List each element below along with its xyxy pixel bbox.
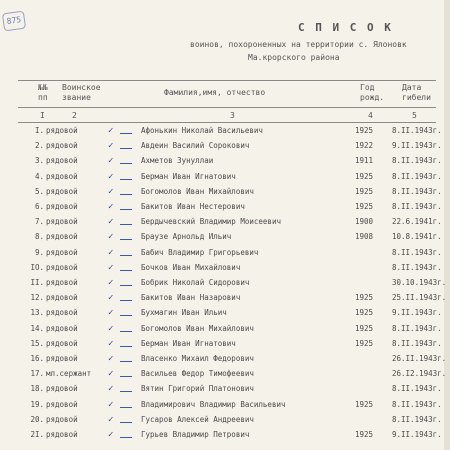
- row-number: IO.: [30, 262, 44, 272]
- archive-stamp: 875: [2, 11, 26, 32]
- check-mark-icon: ✓: [108, 186, 114, 197]
- row-death-date: 30.10.1943г.: [392, 278, 447, 287]
- table-row: [0, 202, 450, 216]
- row-rank: рядовой: [46, 186, 78, 196]
- table-row: [0, 141, 450, 155]
- table-row: [0, 278, 450, 292]
- pen-dash-mark: [120, 331, 132, 332]
- document-subtitle-2: Ма.крорского района: [248, 53, 340, 62]
- row-number: 19.: [30, 399, 44, 409]
- row-number: II.: [30, 278, 44, 287]
- pen-dash-mark: [120, 224, 132, 225]
- table-row: [0, 308, 450, 322]
- table-row: [0, 384, 450, 398]
- row-name: Бочков Иван Михайлович: [141, 262, 241, 272]
- check-mark-icon: ✓: [108, 126, 114, 136]
- header-mid-rule: [18, 107, 436, 108]
- check-mark-icon: ✓: [108, 414, 114, 425]
- row-name: Богомолов Иван Михайлович: [141, 323, 254, 333]
- table-row: [0, 324, 450, 338]
- row-birth-year: 1925: [355, 308, 374, 318]
- row-name: Богомолов Иван Михайлович: [141, 186, 254, 196]
- row-name: Авдеин Василий Сорокович: [141, 141, 250, 151]
- row-birth-year: 1911: [355, 156, 374, 166]
- pen-dash-mark: [120, 285, 132, 286]
- pen-dash-mark: [120, 361, 132, 362]
- pen-dash-mark: [120, 407, 132, 408]
- row-number: 8.: [34, 232, 44, 242]
- pen-dash-mark: [120, 300, 132, 301]
- table-row: [0, 156, 450, 170]
- row-rank: рядовой: [46, 156, 78, 166]
- row-death-date: 8.II.1943г.: [392, 171, 442, 181]
- pen-dash-mark: [120, 194, 132, 195]
- table-row: [0, 263, 450, 277]
- row-name: Афонькин Николай Васильевич: [141, 126, 263, 135]
- row-death-date: 26.I2.1943г.: [392, 369, 447, 379]
- document-subtitle: воинов, похороненных на территории с. Ялоновк: [190, 40, 407, 49]
- check-mark-icon: ✓: [108, 278, 114, 288]
- row-death-date: 8.II.1943г.: [392, 338, 442, 348]
- row-name: Бакитов Иван Назарович: [141, 293, 241, 303]
- row-name: Владимирович Владимир Васильевич: [141, 399, 286, 409]
- pen-dash-mark: [120, 270, 132, 271]
- colnum-5: 5: [412, 111, 417, 120]
- row-death-date: 8.II.1943г.: [392, 384, 442, 394]
- row-name: Гурьев Владимир Петрович: [141, 430, 250, 439]
- check-mark-icon: ✓: [108, 399, 114, 410]
- header-col-name: Фамилия,имя, отчество: [164, 88, 266, 97]
- row-death-date: 9.II.1943г.: [392, 430, 442, 439]
- row-number: 20.: [30, 414, 44, 424]
- row-number: 5.: [34, 186, 44, 196]
- colnum-1: I: [40, 111, 45, 120]
- row-name: Бобрик Николай Сидорович: [141, 278, 250, 287]
- check-mark-icon: ✓: [108, 141, 114, 152]
- row-rank: рядовой: [46, 141, 78, 151]
- row-rank: рядовой: [46, 308, 78, 318]
- row-rank: рядовой: [46, 262, 78, 272]
- row-number: 7.: [34, 217, 44, 227]
- table-row: [0, 430, 450, 444]
- row-death-date: 8.II.1943г.: [392, 186, 442, 196]
- row-name: Бухмагин Иван Ильич: [141, 308, 227, 318]
- row-rank: рядовой: [46, 414, 78, 424]
- check-mark-icon: ✓: [108, 354, 114, 364]
- row-rank: рядовой: [46, 384, 78, 394]
- row-death-date: 26.II.1943г.: [392, 354, 447, 363]
- row-number: 6.: [34, 202, 44, 211]
- row-birth-year: 1925: [355, 323, 374, 333]
- row-death-date: 25.II.1943г.: [392, 293, 447, 303]
- check-mark-icon: ✓: [108, 217, 114, 228]
- table-row: [0, 400, 450, 414]
- check-mark-icon: ✓: [108, 369, 114, 380]
- row-number: 12.: [30, 293, 44, 303]
- row-rank: рядовой: [46, 171, 78, 181]
- pen-dash-mark: [120, 179, 132, 180]
- row-rank: рядовой: [46, 354, 78, 363]
- check-mark-icon: ✓: [108, 430, 114, 440]
- table-row: [0, 293, 450, 307]
- row-number: 3.: [34, 156, 44, 166]
- row-name: Бабич Владимир Григорьевич: [141, 247, 259, 257]
- table-row: [0, 217, 450, 231]
- check-mark-icon: ✓: [108, 262, 114, 273]
- row-death-date: 8.II.1943г.: [392, 202, 442, 211]
- row-rank: рядовой: [46, 247, 78, 257]
- check-mark-icon: ✓: [108, 156, 114, 167]
- row-name: Ахметов Зунуллаи: [141, 156, 214, 166]
- row-birth-year: 1925: [355, 171, 374, 181]
- row-death-date: 9.II.1943г.: [392, 141, 442, 151]
- table-row: [0, 232, 450, 246]
- row-number: 17.: [30, 369, 44, 379]
- row-name: Бакитов Иван Нестерович: [141, 202, 245, 211]
- row-birth-year: 1900: [355, 217, 374, 227]
- check-mark-icon: ✓: [108, 293, 114, 304]
- document-title: С П И С О К: [298, 21, 393, 34]
- row-rank: рядовой: [46, 338, 78, 348]
- row-name: Гусаров Алексей Андреевич: [141, 414, 254, 424]
- table-row: [0, 126, 450, 140]
- header-bottom-rule: [18, 122, 436, 123]
- row-rank: рядовой: [46, 232, 78, 242]
- check-mark-icon: ✓: [108, 247, 114, 258]
- row-birth-year: 1925: [355, 186, 374, 196]
- table-row: [0, 248, 450, 262]
- pen-dash-mark: [120, 422, 132, 423]
- pen-dash-mark: [120, 391, 132, 392]
- row-birth-year: 1925: [355, 399, 374, 409]
- check-mark-icon: ✓: [108, 384, 114, 395]
- row-rank: мл.сержант: [46, 369, 92, 379]
- row-birth-year: 1925: [355, 293, 374, 303]
- row-name: Берман Иван Игнатович: [141, 171, 236, 181]
- table-row: [0, 415, 450, 429]
- row-name: Берман Иван Игнатович: [141, 338, 236, 348]
- row-death-date: 8.II.1943г.: [392, 247, 442, 257]
- row-death-date: 8.II.1943г.: [392, 156, 442, 166]
- row-rank: рядовой: [46, 323, 78, 333]
- row-name: Вятин Григорий Платонович: [141, 384, 254, 394]
- row-number: 13.: [30, 308, 44, 318]
- row-name: Бердычевский Владимир Моисеевич: [141, 217, 281, 227]
- row-rank: рядовой: [46, 217, 78, 227]
- row-name: Браузе Арнольд Ильич: [141, 232, 232, 242]
- header-col-rank: Воинское звание: [62, 83, 101, 102]
- row-birth-year: 1925: [355, 430, 374, 439]
- pen-dash-mark: [120, 346, 132, 347]
- check-mark-icon: ✓: [108, 232, 114, 243]
- table-row: [0, 354, 450, 368]
- row-birth-year: 1922: [355, 141, 374, 151]
- row-death-date: 9.II.1943г.: [392, 308, 442, 318]
- colnum-3: 3: [230, 111, 235, 120]
- row-birth-year: 1925: [355, 338, 374, 348]
- row-death-date: 8.II.1943г.: [392, 399, 442, 409]
- row-number: 2I.: [30, 430, 44, 439]
- table-row: [0, 172, 450, 186]
- row-death-date: 22.6.1941г.: [392, 217, 442, 227]
- row-number: 14.: [30, 323, 44, 333]
- pen-dash-mark: [120, 163, 132, 164]
- row-number: I.: [34, 126, 44, 135]
- row-death-date: 8.II.1943г.: [392, 126, 442, 135]
- row-number: 15.: [30, 338, 44, 348]
- table-row: [0, 339, 450, 353]
- header-col-date: Дата гибели: [402, 83, 431, 102]
- row-rank: рядовой: [46, 126, 78, 135]
- pen-dash-mark: [120, 376, 132, 377]
- header-col-year: Год рожд.: [360, 83, 385, 102]
- row-name: Васильев Федор Тимофеевич: [141, 369, 254, 379]
- row-birth-year: 1925: [355, 202, 374, 211]
- row-number: 9.: [34, 247, 44, 257]
- check-mark-icon: ✓: [108, 323, 114, 334]
- colnum-2: 2: [72, 111, 77, 120]
- row-rank: рядовой: [46, 293, 78, 303]
- pen-dash-mark: [120, 239, 132, 240]
- row-rank: рядовой: [46, 399, 78, 409]
- pen-dash-mark: [120, 148, 132, 149]
- row-rank: рядовой: [46, 430, 78, 439]
- row-rank: рядовой: [46, 278, 78, 287]
- header-top-rule: [18, 80, 436, 81]
- pen-dash-mark: [120, 315, 132, 316]
- row-birth-year: 1908: [355, 232, 374, 242]
- check-mark-icon: ✓: [108, 308, 114, 319]
- table-row: [0, 369, 450, 383]
- row-number: 18.: [30, 384, 44, 394]
- check-mark-icon: ✓: [108, 338, 114, 349]
- row-death-date: 8.II.1943г.: [392, 262, 442, 272]
- colnum-4: 4: [368, 111, 373, 120]
- row-name: Власенко Михаил Федорович: [141, 354, 254, 363]
- row-rank: рядовой: [46, 202, 78, 211]
- row-birth-year: 1925: [355, 126, 374, 135]
- row-death-date: 8.II.1943г.: [392, 323, 442, 333]
- row-number: 16.: [30, 354, 44, 363]
- check-mark-icon: ✓: [108, 202, 114, 212]
- row-death-date: 8.II.1943г.: [392, 414, 442, 424]
- row-number: 2.: [34, 141, 44, 151]
- header-col-number: №№ пп: [38, 83, 48, 102]
- pen-dash-mark: [120, 133, 132, 134]
- pen-dash-mark: [120, 437, 132, 438]
- table-row: [0, 187, 450, 201]
- row-death-date: 10.8.1941г.: [392, 232, 442, 242]
- pen-dash-mark: [120, 255, 132, 256]
- check-mark-icon: ✓: [108, 171, 114, 182]
- pen-dash-mark: [120, 209, 132, 210]
- row-number: 4.: [34, 171, 44, 181]
